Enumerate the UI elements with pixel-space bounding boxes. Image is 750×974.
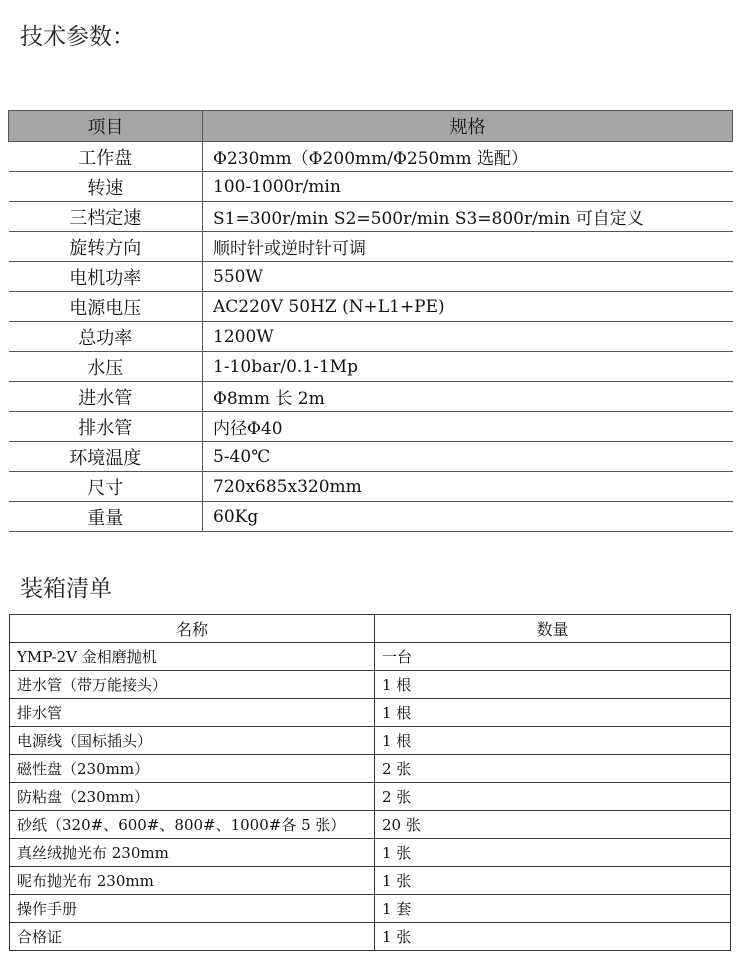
spec-row: [9, 262, 733, 292]
spec-row: [9, 142, 733, 172]
spec-table: [8, 110, 733, 532]
spec-item-cell: 环境温度: [9, 442, 203, 472]
spec-row: [9, 442, 733, 472]
packing-qty-cell: 1 张: [375, 923, 731, 951]
spec-header-row: [9, 111, 733, 142]
packing-table: [9, 614, 731, 951]
spec-row: [9, 232, 733, 262]
packing-row: [10, 839, 731, 867]
spec-row: [9, 502, 733, 532]
packing-row: [10, 895, 731, 923]
packing-qty-cell: 1 套: [375, 895, 731, 923]
packing-name-cell: 磁性盘（230mm）: [10, 755, 375, 783]
packing-qty-cell: 1 根: [375, 671, 731, 699]
packing-name-cell: 真丝绒抛光布 230mm: [10, 839, 375, 867]
packing-qty-cell: 一台: [375, 643, 731, 671]
spec-value-cell: 550W: [203, 262, 733, 292]
packing-qty-cell: 2 张: [375, 783, 731, 811]
spec-value-cell: 内径Φ40: [203, 412, 733, 442]
spec-header-spec: 规格: [203, 111, 733, 142]
packing-row: [10, 783, 731, 811]
spec-row: [9, 352, 733, 382]
spec-item-cell: 进水管: [9, 382, 203, 412]
spec-value-cell: 100-1000r/min: [203, 172, 733, 202]
spec-value-cell: 60Kg: [203, 502, 733, 532]
packing-name-cell: 进水管（带万能接头）: [10, 671, 375, 699]
spec-item-cell: 尺寸: [9, 472, 203, 502]
packing-name-cell: YMP-2V 金相磨抛机: [10, 643, 375, 671]
packing-table-body: [10, 643, 731, 951]
spec-item-cell: 排水管: [9, 412, 203, 442]
spec-row: [9, 202, 733, 232]
spec-row: [9, 472, 733, 502]
packing-row: [10, 811, 731, 839]
spec-value-cell: Φ8mm 长 2m: [203, 382, 733, 412]
packing-name-cell: 操作手册: [10, 895, 375, 923]
packing-row: [10, 643, 731, 671]
packing-qty-cell: 1 张: [375, 839, 731, 867]
spec-item-cell: 旋转方向: [9, 232, 203, 262]
packing-row: [10, 699, 731, 727]
spec-item-cell: 重量: [9, 502, 203, 532]
packing-qty-cell: 1 张: [375, 867, 731, 895]
packing-name-cell: 砂纸（320#、600#、800#、1000#各 5 张）: [10, 811, 375, 839]
spec-value-cell: Φ230mm（Φ200mm/Φ250mm 选配）: [203, 142, 733, 172]
packing-name-cell: 排水管: [10, 699, 375, 727]
spec-item-cell: 电机功率: [9, 262, 203, 292]
spec-item-cell: 总功率: [9, 322, 203, 352]
spec-value-cell: S1=300r/min S2=500r/min S3=800r/min 可自定义: [203, 202, 733, 232]
spec-table-body: [9, 142, 733, 532]
packing-name-cell: 合格证: [10, 923, 375, 951]
packing-qty-cell: 2 张: [375, 755, 731, 783]
packing-row: [10, 671, 731, 699]
spec-item-cell: 水压: [9, 352, 203, 382]
packing-header-name: 名称: [10, 615, 375, 643]
packing-row: [10, 867, 731, 895]
packing-name-cell: 电源线（国标插头）: [10, 727, 375, 755]
spec-row: [9, 412, 733, 442]
spec-header-item: 项目: [9, 111, 203, 142]
packing-list-heading: 装箱清单: [20, 576, 112, 602]
spec-value-cell: 1200W: [203, 322, 733, 352]
spec-value-cell: 5-40℃: [203, 442, 733, 472]
spec-row: [9, 382, 733, 412]
packing-header-qty: 数量: [375, 615, 731, 643]
spec-value-cell: 720x685x320mm: [203, 472, 733, 502]
packing-header-row: [10, 615, 731, 643]
spec-row: [9, 172, 733, 202]
spec-item-cell: 转速: [9, 172, 203, 202]
spec-row: [9, 292, 733, 322]
packing-qty-cell: 20 张: [375, 811, 731, 839]
packing-row: [10, 923, 731, 951]
packing-qty-cell: 1 根: [375, 727, 731, 755]
tech-params-heading: 技术参数：: [20, 24, 135, 50]
packing-name-cell: 防粘盘（230mm）: [10, 783, 375, 811]
spec-item-cell: 工作盘: [9, 142, 203, 172]
packing-name-cell: 呢布抛光布 230mm: [10, 867, 375, 895]
spec-value-cell: 1-10bar/0.1-1Mp: [203, 352, 733, 382]
spec-item-cell: 电源电压: [9, 292, 203, 322]
packing-qty-cell: 1 根: [375, 699, 731, 727]
spec-value-cell: 顺时针或逆时针可调: [203, 232, 733, 262]
spec-value-cell: AC220V 50HZ (N+L1+PE): [203, 292, 733, 322]
packing-row: [10, 755, 731, 783]
packing-row: [10, 727, 731, 755]
spec-item-cell: 三档定速: [9, 202, 203, 232]
spec-row: [9, 322, 733, 352]
